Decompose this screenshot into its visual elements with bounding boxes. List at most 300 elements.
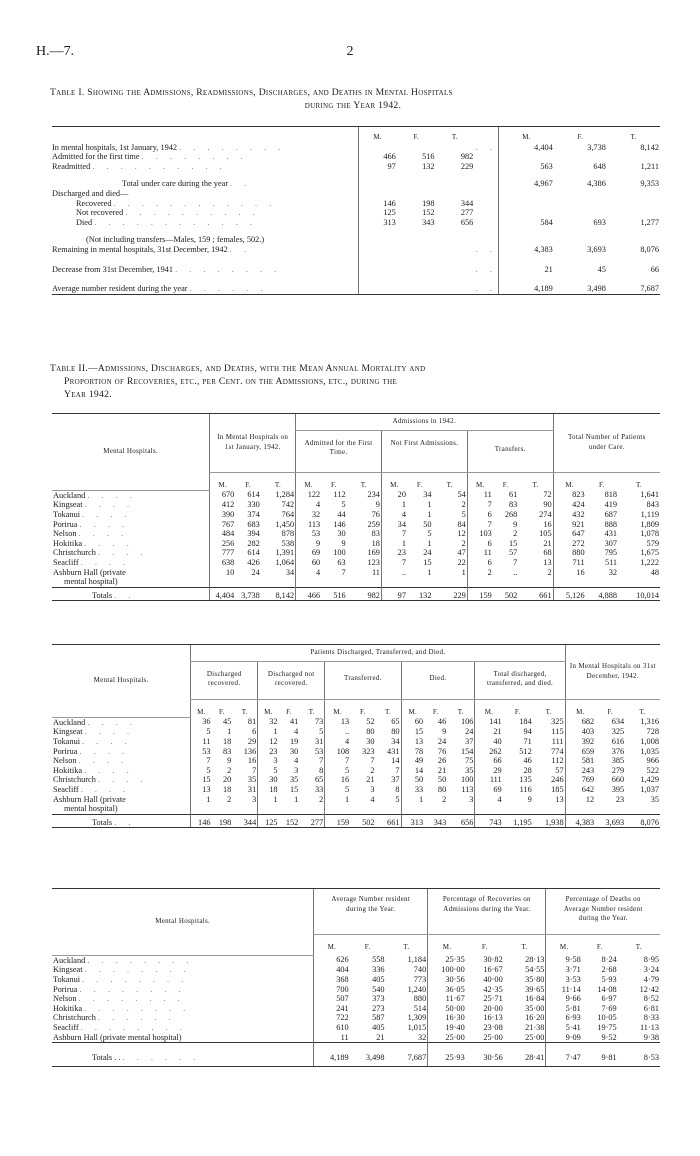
table1-cell: 1,211 <box>640 161 659 171</box>
p2-cell: 80 <box>437 785 447 795</box>
p3-cell: 25·71 <box>483 994 503 1004</box>
p2-cell: 14 <box>391 756 400 766</box>
empty-cell <box>565 804 595 814</box>
table1-mid <box>474 152 498 162</box>
p1-cell: 256 <box>210 539 236 549</box>
p1-cell: 4 <box>296 568 322 578</box>
p3-cell: 11·13 <box>639 1023 659 1033</box>
table1-cell <box>499 208 554 218</box>
p2-cell: 35 <box>290 775 299 785</box>
table1-row-label <box>52 245 358 255</box>
head-average: Average Number resident during the Year. <box>314 889 428 935</box>
table1-head-row <box>52 127 660 143</box>
p1-total-cell: 229 <box>432 587 467 601</box>
p2-cell: 15 <box>401 727 424 737</box>
table1-cell <box>436 171 475 189</box>
p2-row <box>52 727 660 737</box>
p1-cell: 76 <box>371 510 380 520</box>
p1-cell: 742 <box>281 500 295 510</box>
p1-totals-row <box>52 587 660 601</box>
p1-cell: 23 <box>381 548 407 558</box>
leader-dots: . . . . <box>82 737 132 747</box>
table1-cell: 4,383 <box>499 245 554 255</box>
table1-cell: 563 <box>499 162 554 172</box>
p3-cell: 54·55 <box>525 965 545 975</box>
table1-cell: 9,353 <box>640 179 659 189</box>
p3-cell: 16·13 <box>483 1013 503 1023</box>
p1-cell: 1,222 <box>640 558 659 568</box>
p1-row <box>52 520 660 530</box>
col-head: F. <box>245 480 251 489</box>
p2-cell: 1,429 <box>640 775 659 785</box>
table1-row-label <box>52 171 358 189</box>
leader-dots: . . . . . . . . <box>84 965 191 975</box>
p2-cell: 71 <box>523 737 532 747</box>
p3-cell: 16·84 <box>525 994 545 1004</box>
p3-cell: 39·65 <box>525 984 545 994</box>
col-head: T. <box>360 480 367 489</box>
p1-row <box>52 539 660 549</box>
p2-cell: 3 <box>258 756 279 766</box>
leader-dots: . . . . <box>82 510 132 520</box>
p1-cell: 30 <box>337 529 346 539</box>
p1-cell: 432 <box>553 510 585 520</box>
col-head: M. <box>499 127 554 143</box>
p1-cell: 69 <box>296 548 322 558</box>
p1-total-cell: 502 <box>493 587 519 601</box>
p3-cell: 14·08 <box>597 984 617 994</box>
p2-cell: 75 <box>465 756 474 766</box>
p2-cell: 660 <box>611 775 625 785</box>
p2-cell: 24 <box>465 727 474 737</box>
col-head: F. <box>598 480 605 489</box>
leader-dots: . . . . <box>78 529 129 539</box>
col-head: T. <box>635 942 642 951</box>
empty-cell <box>261 577 296 587</box>
p3-cell: 8·33 <box>643 1013 659 1023</box>
p2-total-cell: 125 <box>258 814 279 828</box>
p1-cell: 1,119 <box>640 510 659 520</box>
p2-cell: 11 <box>191 737 212 747</box>
p1-cell: 2 <box>547 567 552 577</box>
p2-cell: 7 <box>252 765 257 775</box>
table1-cell <box>554 199 607 209</box>
p1-cell: 638 <box>210 558 236 568</box>
col-head: T. <box>532 480 539 489</box>
p3-cell: 558 <box>372 955 385 965</box>
table1-cell: 8,142 <box>640 142 659 152</box>
p2-cell: 29 <box>247 737 257 747</box>
p1-cell: 419 <box>604 500 618 510</box>
row-label-text: In mental hospitals, 1st January, 1942 <box>52 142 178 152</box>
leader-dots: . . . . . . . . <box>141 152 248 162</box>
p3-cell: 42·35 <box>483 984 503 994</box>
p2-cell: 5 <box>319 727 324 737</box>
p1-row-label <box>52 520 210 530</box>
p2-cell: 29 <box>475 766 503 776</box>
p2-total-cell: 198 <box>212 814 233 828</box>
p1-total-cell: 661 <box>518 587 553 601</box>
p2-cell: 325 <box>551 717 564 727</box>
p3-cell: 8·95 <box>643 955 659 965</box>
empty-cell <box>299 804 324 814</box>
p2-cell: 53 <box>191 747 212 757</box>
p2-row-label <box>52 785 191 795</box>
p2-row <box>52 747 660 757</box>
table1-cell: 3,693 <box>587 244 606 254</box>
p3-cell: 9·66 <box>546 994 582 1004</box>
table1-cell: 648 <box>593 161 606 171</box>
p1-cell: 11 <box>467 548 493 558</box>
row-label-text: Not recovered <box>76 208 124 218</box>
table1-mid <box>474 218 498 228</box>
leader-dots: . . . . . . . . . . . . <box>113 198 277 208</box>
p1-cell: 24 <box>423 548 432 558</box>
p1-row <box>52 548 660 558</box>
head-pct-recoveries: Percentage of Recoveries on Admissions during the Year. <box>428 889 546 935</box>
empty-cell <box>321 577 347 587</box>
p3-cell: 3·24 <box>643 965 659 975</box>
row-label-text: Porirua <box>53 519 78 529</box>
p3-cell: 8·24 <box>601 955 617 965</box>
p2-cell: 106 <box>461 717 474 727</box>
p3-row <box>52 1013 660 1023</box>
row-label-text: Porirua <box>53 746 78 756</box>
p2-cell: 774 <box>551 746 564 756</box>
leader-dots: . . . . . . . . <box>79 984 186 994</box>
p2-cell: 16 <box>247 756 257 766</box>
p2-row-label <box>52 737 191 747</box>
p1-cell: 83 <box>509 500 518 510</box>
table1-cell: 1,277 <box>640 217 659 227</box>
p3-cell: 880 <box>413 994 427 1004</box>
p2-cell: 512 <box>519 746 532 756</box>
p3-cell: 273 <box>372 1003 385 1013</box>
p1-cell: 60 <box>296 558 322 568</box>
p2-cell: 6 <box>252 727 257 737</box>
p2-cell: 3 <box>469 794 474 804</box>
leader-dots: . . <box>230 179 252 189</box>
p2-cell: 78 <box>401 747 424 757</box>
p3-cell: 19·40 <box>428 1023 466 1033</box>
head-transfers: Transfers. <box>467 430 553 472</box>
p1-row-cont <box>52 577 660 587</box>
table1-mid <box>474 227 498 245</box>
p2-cell: 113 <box>461 785 474 795</box>
p2-cell: 4 <box>294 756 299 766</box>
table1-cell: 656 <box>460 217 474 227</box>
table1-row <box>52 152 660 162</box>
p3-cell: 28·13 <box>525 955 545 965</box>
p2-cell: 46 <box>523 756 532 766</box>
p2-row-label <box>52 775 191 785</box>
row-label-text: (Not including transfers—Males, 159 ; females, 502.) <box>86 235 265 245</box>
p1-cell: 44 <box>337 510 346 520</box>
p1-total-cell: 8,142 <box>261 587 296 601</box>
p3-cell: 373 <box>372 994 385 1004</box>
p1-cell: 880 <box>553 548 585 558</box>
head-pct-deaths: Percentage of Deaths on Average Number resident during the Year. <box>546 889 660 935</box>
col-head: F. <box>554 127 607 143</box>
col-head: F. <box>286 707 292 716</box>
table1-cell <box>358 171 397 189</box>
row-label-text: Ashburn Hall (private <box>53 794 126 804</box>
p3-cell: 16·30 <box>428 1013 466 1023</box>
table2-title <box>50 362 656 401</box>
p2-row-label <box>52 717 191 727</box>
p2-cell: 111 <box>475 775 503 785</box>
p3-total-cell: 8·53 <box>618 1043 660 1067</box>
p2-cell: 7 <box>191 756 212 766</box>
p1-cell: 614 <box>247 490 260 500</box>
p1-cell: 7 <box>381 558 407 568</box>
row-label-text: Seacliff <box>53 558 79 568</box>
leader-dots: . . . . . . . . <box>84 1003 191 1013</box>
p1-row-label <box>52 568 210 578</box>
p1-total-cell: 466 <box>296 587 322 601</box>
p2-cell: 966 <box>646 756 659 766</box>
p1-total-cell: 516 <box>321 587 347 601</box>
p2-cell: 7 <box>319 756 324 766</box>
p3-total-cell: 4,189 <box>314 1043 350 1067</box>
table1-cell: 125 <box>358 208 397 218</box>
col-head: T. <box>635 480 643 489</box>
empty-cell <box>586 577 618 587</box>
empty-cell <box>279 804 300 814</box>
leader-dots: . . <box>114 590 136 600</box>
table2-title-line1: Table II.—Admissions, Discharges, and Deaths, with the Mean Annual Mortality and <box>50 363 426 374</box>
p2-cell: 23 <box>258 747 279 757</box>
p1-cell: 21 <box>543 538 552 548</box>
p1-cell: 61 <box>509 490 518 500</box>
leader-dots: . . . . <box>79 746 130 756</box>
p2-cell: 2 <box>370 765 375 775</box>
col-head: F. <box>607 707 613 716</box>
p2-cell: 30 <box>258 775 279 785</box>
p2-row-label <box>52 727 191 737</box>
table1-cell <box>397 171 436 189</box>
p2-cell: 34 <box>391 737 400 747</box>
page-header <box>36 44 664 64</box>
p1-cell: 18 <box>371 538 380 548</box>
row-label-text: Tokanui <box>53 975 81 985</box>
table1-cell: 4,386 <box>587 179 606 189</box>
row-label-text: Tokanui <box>53 510 81 520</box>
p3-cell: 2·68 <box>601 965 617 975</box>
p2-cell: 431 <box>387 746 400 756</box>
p1-row-label <box>52 548 210 558</box>
table1-cell: 516 <box>422 152 435 162</box>
p3-row <box>52 994 660 1004</box>
head-dec: In Mental Hospitals on 31st December, 1942. <box>565 645 660 700</box>
p1-cell: 843 <box>646 500 659 510</box>
table1-row <box>52 208 660 218</box>
table1-cell: 4,189 <box>499 274 554 294</box>
p2-cell: 185 <box>551 785 564 795</box>
table1-cell <box>607 199 660 209</box>
p2-cell: 4 <box>475 795 503 805</box>
p2-cell: 9 <box>442 727 447 737</box>
table1-row-label <box>52 152 358 162</box>
table1-cell: 198 <box>422 198 435 208</box>
col-head: F. <box>364 942 371 951</box>
head-hospitals: Mental Hospitals. <box>52 889 314 956</box>
table1-mid: . . <box>475 264 497 274</box>
p1-row-label <box>52 490 210 500</box>
p1-cell: 424 <box>553 500 585 510</box>
col-head: T. <box>639 707 646 716</box>
p2-total-cell: 661 <box>376 814 401 828</box>
p1-cell: 888 <box>604 519 618 529</box>
p1-cell: 683 <box>247 519 260 529</box>
table1-row <box>52 274 660 294</box>
p2-row <box>52 795 660 805</box>
table1-cell: 8,076 <box>640 244 659 254</box>
table1-mid: . . <box>475 142 497 152</box>
p2-cell: 13 <box>191 785 212 795</box>
p2-cell: 135 <box>519 775 532 785</box>
p2-cell: .. <box>325 727 350 737</box>
p2-cell: 24 <box>437 737 447 747</box>
p2-cell: 1,008 <box>640 737 659 747</box>
table1-cell: 693 <box>593 217 606 227</box>
col-head: T. <box>384 707 392 716</box>
p3-cell: 336 <box>372 965 385 975</box>
p1-cell: 4 <box>381 510 407 520</box>
col-head: F. <box>596 942 603 951</box>
p2-cell: 5 <box>395 794 400 804</box>
p1-cell: 647 <box>553 529 585 539</box>
table1-cell <box>607 152 660 162</box>
p3-cell: 23·08 <box>483 1023 503 1033</box>
p1-cell: 146 <box>333 519 346 529</box>
p1-total-cell: 97 <box>381 587 407 601</box>
row-label-text: Nelson <box>53 529 77 539</box>
table1-mid <box>474 171 498 189</box>
p2-cell: 116 <box>519 785 532 795</box>
p3-cell: 3·53 <box>546 975 582 985</box>
p2-cell: 80 <box>391 727 400 737</box>
p1-cell: 687 <box>604 510 618 520</box>
leader-dots: . . . . <box>79 519 130 529</box>
p3-cell: 5·81 <box>546 1004 582 1014</box>
p1-cell: 57 <box>509 548 518 558</box>
p2-cell: 80 <box>366 727 375 737</box>
p3-cell: 722 <box>314 1013 350 1023</box>
p2-cell: 5 <box>325 766 350 776</box>
table1-mid <box>474 189 498 199</box>
row-label-text: Remaining in mental hospitals, 31st December, 1942 <box>52 244 228 254</box>
p3-cell: 9·09 <box>546 1033 582 1043</box>
p2-total-cell: 313 <box>401 814 424 828</box>
p3-row-label <box>52 965 314 975</box>
p1-cell: 12 <box>457 529 466 539</box>
p2-cell: 52 <box>366 717 375 727</box>
p1-cell: 7 <box>341 567 346 577</box>
table1-cell <box>607 189 660 199</box>
p2-cell: 49 <box>401 756 424 766</box>
col-head: M. <box>475 699 503 717</box>
table1-title-line1: Table I. Showing the Admissions, Readmissions, Discharges, and Deaths in Mental Hospitals <box>50 87 453 98</box>
p1-cell: 390 <box>210 510 236 520</box>
p3-cell: 35·00 <box>525 1003 545 1013</box>
p2-cell: 21 <box>475 727 503 737</box>
p2-cell: 3 <box>370 785 375 795</box>
leader-dots: . . . . <box>87 490 137 500</box>
p1-cell: 6 <box>467 558 493 568</box>
p1-cell: 431 <box>604 529 618 539</box>
p1-cell: 1 <box>427 538 432 548</box>
p3-head-row1 <box>52 889 660 935</box>
p3-cell: 16·20 <box>525 1013 545 1023</box>
table1-cell <box>397 227 436 245</box>
p2-cell: 12 <box>565 795 595 805</box>
p3-cell: 405 <box>372 1023 385 1033</box>
p3-cell: 11·14 <box>546 985 582 995</box>
table1-cell <box>499 227 554 245</box>
row-label-text: Christchurch <box>53 1013 96 1023</box>
p1-cell: 2 <box>513 529 518 539</box>
p3-cell: 1,184 <box>407 955 427 965</box>
p2-cell: 8 <box>395 785 400 795</box>
row-label-text: Hokitika <box>53 765 83 775</box>
p3-row-label <box>52 955 314 965</box>
empty-cell <box>235 577 261 587</box>
p2-cell: 69 <box>475 785 503 795</box>
p2-cell: 9 <box>227 756 232 766</box>
empty-cell <box>475 804 503 814</box>
p1-cell: 4 <box>296 500 322 510</box>
p1-cell: 878 <box>281 529 295 539</box>
table1-cell <box>554 189 607 199</box>
p2-cell: 395 <box>611 785 625 795</box>
row-label-text: Hokitika <box>53 1003 83 1013</box>
p3-cell: 10·05 <box>597 1013 617 1023</box>
p1-cell: 9 <box>513 519 518 529</box>
p2-cell: 13 <box>325 717 350 727</box>
table1-cell: 7,687 <box>607 274 660 294</box>
empty-cell <box>493 577 519 587</box>
p1-cell: 83 <box>371 529 380 539</box>
p2-total-cell: 656 <box>447 814 475 828</box>
leader-dots: . . . . . . <box>97 1013 176 1023</box>
leader-dots: . . . . <box>80 785 131 795</box>
p2-cell: 94 <box>523 727 532 737</box>
table1-cell: 152 <box>422 208 435 218</box>
leader-dots: . . . . . . <box>122 1053 201 1063</box>
p3-cell: 5·93 <box>601 975 617 985</box>
p3-cell: 368 <box>314 975 350 985</box>
table1-row-label <box>52 162 358 172</box>
p2-row-label <box>52 756 191 766</box>
table1-cell: 66 <box>650 264 659 274</box>
p2-cell: 2 <box>319 794 324 804</box>
p2-cell: 18 <box>258 785 279 795</box>
head-not-recovered: Discharged not recovered. <box>258 661 325 699</box>
p1-cell: .. <box>381 568 407 578</box>
p2-cell: 12 <box>258 737 279 747</box>
p2-cell: 76 <box>437 746 447 756</box>
p1-cell: 123 <box>367 558 380 568</box>
p2-cell: 154 <box>461 746 474 756</box>
p1-cell: 16 <box>543 519 552 529</box>
p1-cell: 32 <box>608 567 618 577</box>
p3-cell: 21·38 <box>525 1023 545 1033</box>
p2-cell: 1 <box>258 727 279 737</box>
p1-cell: 330 <box>247 500 260 510</box>
p2-cell: 1,035 <box>640 746 659 756</box>
row-label-text: Total under care during the year <box>122 179 229 189</box>
